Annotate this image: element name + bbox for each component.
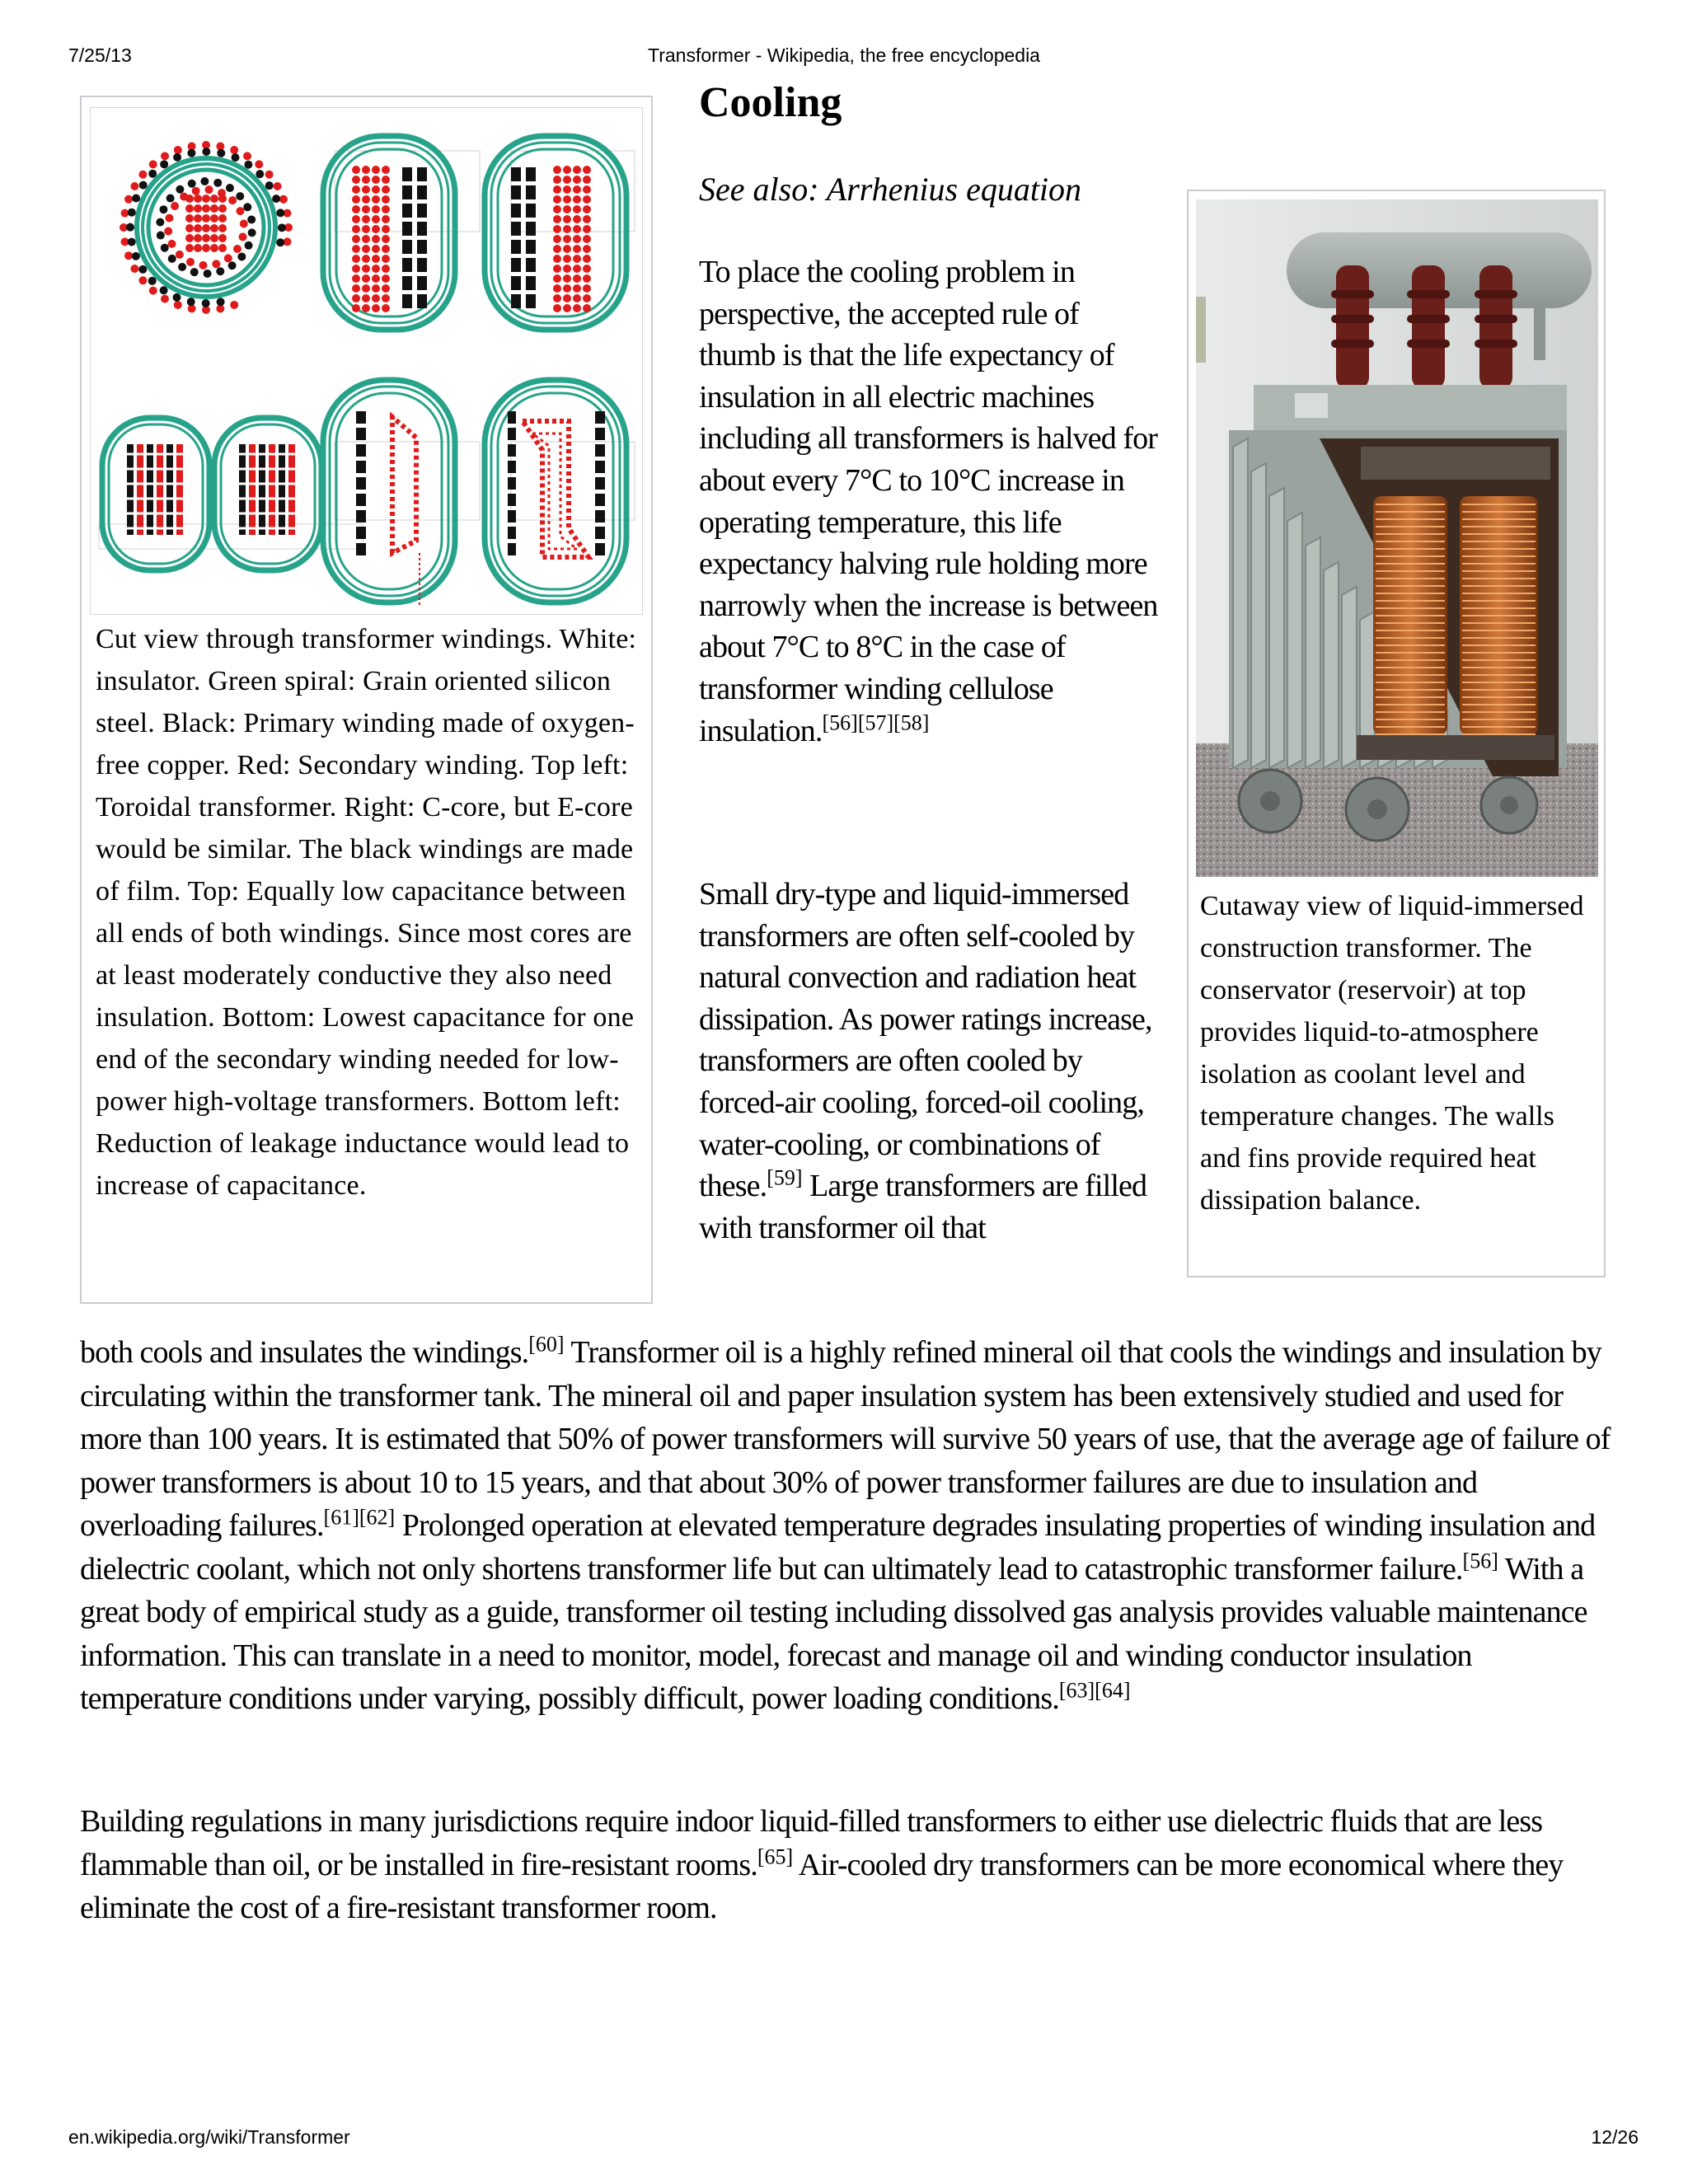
print-title: Transformer - Wikipedia, the free encyclopedia (648, 45, 1040, 66)
paragraph-text: To place the cooling problem in perspective, the accepted rule of thumb is that the life expectancy of insulation in all electric machines including all transformers is halved for about every 7°C to 10°C increase in operating temperature, this life expectancy halving rule holding more narrowly when the increase is between about 7°C to 8°C in the case of transformer winding cellulose insulation. (699, 255, 1158, 748)
toroid-cross-section (120, 141, 293, 314)
paragraph-transformer-oil (80, 1331, 1613, 1721)
citation-60[interactable]: [60] (528, 1332, 565, 1357)
figure-cutaway (1187, 190, 1606, 1277)
figure-windings-caption: Cut view through transformer windings. White: insulator. Green spiral: Grain oriented silicon steel. Black: Primary winding made of oxygen-free copper. Red: Secondary winding. Top left: Toroidal transformer. Right: C-core, but E-core would be similar. The black windings are made of film. Top: Equally low capacitance between all ends of both windings. Since most cores are at least moderately conductive they also need insulation. Bottom: Lowest capacitance for one end of the secondary winding needed for low-power high-voltage transformers. Bottom left: Reduction of leakage inductance would lead to increase of capacitance. (96, 624, 637, 1201)
c-core-bottom-right (485, 380, 626, 602)
citation-61-62[interactable]: [61][62] (323, 1505, 396, 1530)
cutaway-illustration (1196, 199, 1598, 877)
paragraph-text: Building regulations in many jurisdictions require indoor liquid-filled transformers to either use dielectric fluids that are less flammable than oil, or be installed in fire-resistant rooms. (80, 1804, 1543, 1882)
figure-cutaway-caption: Cutaway view of liquid-immersed construction transformer. The conservator (reservoir) at top provides liquid-to-atmosphere isolation as coolant level and temperature changes. The walls and fins provide required heat dissipation balance. (1200, 891, 1584, 1216)
paragraph-self-cooled (699, 874, 1162, 1249)
section-heading-cooling: Cooling (699, 79, 842, 126)
print-footer (0, 2126, 1688, 2151)
paragraph-text: Prolonged operation at elevated temperature degrades insulating properties of winding insulation and dielectric coolant, which not only shortens transformer life but can ultimately lead to catastrophic transformer failure. (80, 1508, 1596, 1586)
citation-56[interactable]: [56] (1462, 1548, 1498, 1572)
paragraph-text: Large transformers are filled with transformer oil that (699, 1169, 1147, 1245)
print-url: en.wikipedia.org/wiki/Transformer (68, 2126, 350, 2148)
leakage-pair (102, 418, 321, 570)
print-header (0, 45, 1688, 69)
paragraph-text: Air-cooled dry transformers can be more economical where they eliminate the cost of a fire-resistant transformer room. (80, 1847, 1564, 1925)
citation-63-64[interactable]: [63][64] (1058, 1678, 1131, 1703)
c-core-top-middle (323, 136, 455, 330)
print-date: 7/25/13 (68, 45, 132, 66)
cutaway-transformer-photo[interactable] (1196, 199, 1598, 877)
print-page-number: 12/26 (1591, 2126, 1639, 2148)
windings-diagram (91, 108, 644, 616)
figure-windings (80, 96, 653, 1304)
citation-59[interactable]: [59] (767, 1165, 803, 1190)
paragraph-building-regulations (80, 1800, 1613, 1930)
c-core-top-right (485, 136, 626, 330)
paragraph-text: both cools and insulates the windings. (80, 1335, 529, 1370)
paragraph-text: With a great body of empirical study as a guide, transformer oil testing including dissolved gas analysis provides valuable maintenance information. This can translate in a need to monitor, model, forecast and manage oil and winding conductor insulation temperature conditions under varying, possibly difficult, power loading conditions. (80, 1551, 1587, 1716)
c-core-bottom-middle (323, 380, 455, 607)
paragraph-life-expectancy (699, 251, 1162, 752)
paragraph-text: Small dry-type and liquid-immersed transformers are often self-cooled by natural convection and radiation heat dissipation. As power ratings increase, transformers are often cooled by forced-air cooling, forced-oil cooling, water-cooling, or combinations of these. (699, 877, 1152, 1204)
see-also-link[interactable]: See also: Arrhenius equation (699, 171, 1082, 208)
citation-56-57-58[interactable]: [56][57][58] (822, 710, 930, 734)
paragraph-text: Transformer oil is a highly refined mineral oil that cools the windings and insulation by circulating within the transformer tank. The mineral oil and paper insulation system has been extensively studied and used for more than 100 years. It is estimated that 50% of power transformers will survive 50 years of use, that the average age of failure of power transformers is about 10 to 15 years, and that about 30% of power transformer failures are due to insulation and overloading failures. (80, 1335, 1611, 1543)
windings-diagram-image[interactable] (90, 107, 643, 615)
citation-65[interactable]: [65] (757, 1844, 794, 1868)
